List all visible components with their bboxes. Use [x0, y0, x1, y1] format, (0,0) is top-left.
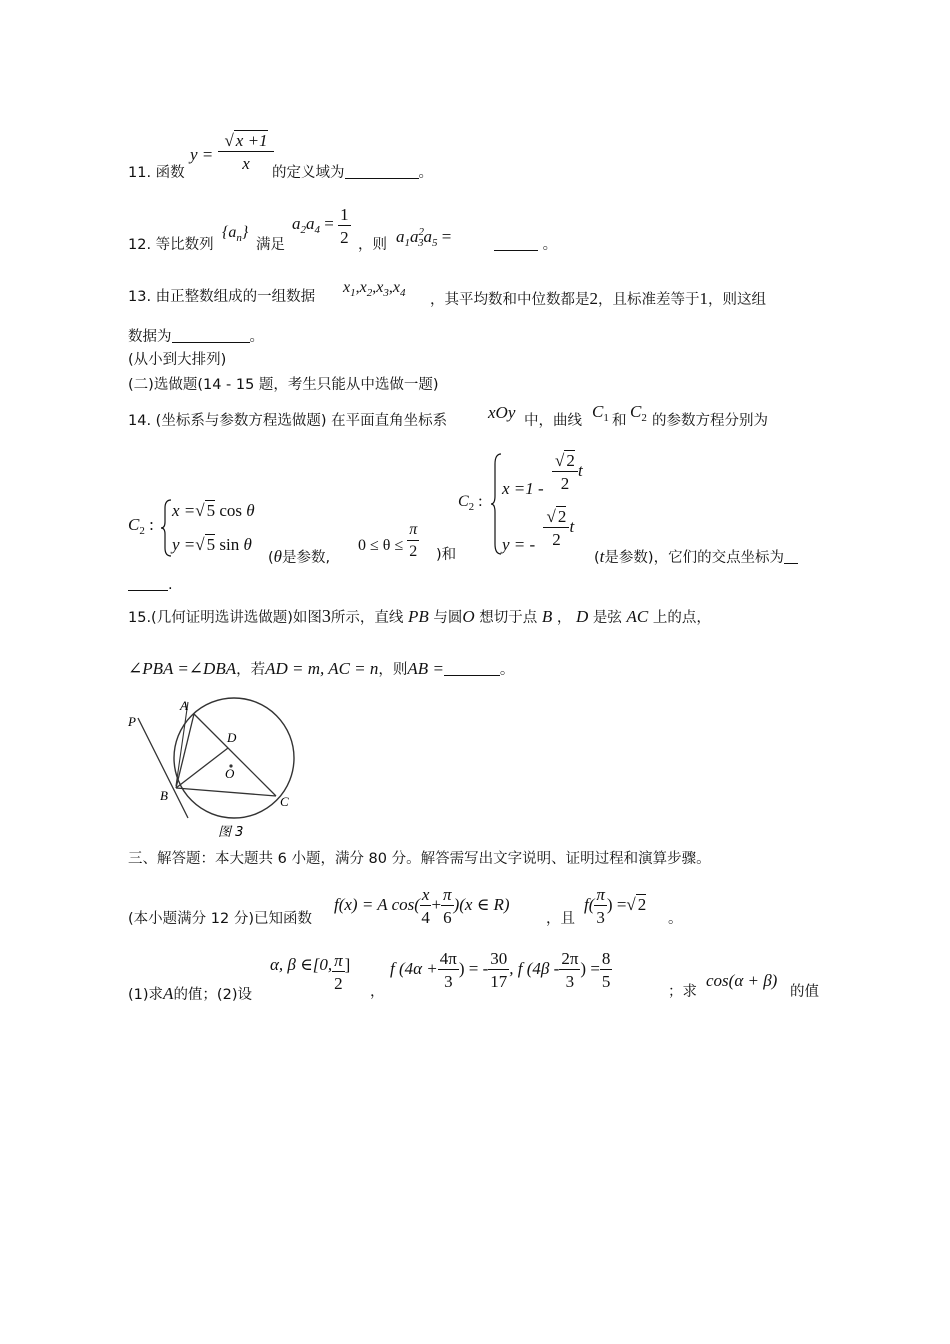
q14-eq4: y = - $\frac{√ 2}{2}$ t: [502, 507, 575, 554]
q16-ask: ；求: [668, 984, 697, 1000]
q11-suffix: 的定义域为 。: [272, 165, 433, 181]
figure-label-a: A: [180, 698, 188, 713]
q11-fraction: [218, 132, 274, 172]
q11-lhs: y =: [190, 145, 214, 164]
q13-mid: ，其平均数和中位数都是2，且标准差等于1，则这组: [430, 289, 766, 308]
figure-chord-ac: [194, 714, 276, 796]
figure-circle: [174, 698, 294, 818]
q14-curve2-name: $C_2$ :: [458, 493, 483, 513]
q14-range: 0 ≤ θ ≤ $\frac{\pi}{2}$: [358, 521, 418, 560]
optional-section-heading: (二)选做题(14 - 15 题，考生只能从中选做一题): [128, 377, 439, 393]
q14-c2: $C_2$: [630, 402, 647, 424]
q16-equations: f (4α + $\frac{4\pi}{3}$ ) = - $\frac{30}{17}$ , f (4β - $\frac{2\pi}{3}$ ) = $\frac{8}{5}$: [390, 949, 611, 991]
q15-line2: ∠PBA =∠DBA，若AD = m, AC = n，则AB = 。: [128, 659, 515, 678]
q14-curve1-name: $C_2$ :: [128, 515, 154, 537]
q14-and: 和: [612, 413, 627, 429]
figure-label-o: O: [225, 766, 235, 781]
q16-range: α, β ∈[0, $\frac{\pi}{2}$ ]: [270, 951, 351, 993]
q14-and2: )和: [436, 547, 457, 563]
q14-xoy: xOy: [488, 403, 516, 422]
q13-label: 13. 由正整数组成的一组数据: [128, 289, 316, 305]
q15-line1: 15.(几何证明选讲选做题)如图3所示，直线 PB 与圆O 想切于点 B ， D 是弦 AC 上的点，: [128, 606, 711, 626]
figure-chord-bc: [176, 788, 276, 796]
q12-cond: 满足: [256, 237, 285, 253]
q13-note: (从小到大排列): [128, 352, 227, 368]
q14-answer-blank-b[interactable]: [128, 578, 168, 591]
q16-and: ，且: [546, 911, 575, 927]
q13-answer-blank[interactable]: [172, 330, 250, 343]
q12-sequence: $\{a_n\}$: [222, 224, 249, 244]
figure-label-b: B: [160, 788, 168, 803]
figure-3: [124, 696, 304, 844]
q16-target: cos(α + β): [706, 971, 778, 990]
q11-answer-blank[interactable]: [345, 166, 419, 179]
q11-numerator: x +1: [235, 131, 268, 150]
q16-ask-end: 的值: [790, 984, 819, 1000]
q13-line2: 数据为 。: [128, 329, 264, 345]
q14-answer-blank-a[interactable]: [784, 551, 798, 564]
q14-label: 14. (坐标系与参数方程选做题) 在平面直角坐标系: [128, 413, 448, 429]
q12-answer: 。: [494, 238, 557, 253]
q14-eq3: x =1 - $\frac{√ 2}{2}$ t: [502, 451, 583, 498]
figure-label-d: D: [227, 730, 237, 745]
q15-answer-blank[interactable]: [444, 663, 500, 676]
q12-then: ，则: [358, 237, 387, 253]
figure-label-p: P: [128, 714, 136, 729]
q16-prefix: (本小题满分 12 分)已知函数: [128, 911, 312, 927]
q12-label: 12. 等比数列: [128, 237, 214, 253]
q12-product: $a_1a^2_3a_5$ =: [396, 226, 452, 249]
q14-eq1: x =√ 5 cos θ: [172, 501, 255, 520]
q16-end: 。: [668, 911, 683, 927]
figure-label-c: C: [280, 794, 289, 809]
q14-param-note: (θ是参数,: [268, 547, 331, 566]
q11-label: 11. 函数: [128, 165, 185, 181]
q13-vars: $x_1,x_2,x_3,x_4$: [343, 279, 406, 299]
q14-tail: 的参数方程分别为: [652, 413, 768, 429]
q12-answer-blank[interactable]: [494, 238, 538, 251]
q16-condition: f( $\frac{\pi}{3}$ ) =√ 2: [584, 885, 647, 927]
q14-answer-line2: .: [128, 578, 173, 593]
section3-heading: 三、解答题：本大题共 6 小题，满分 80 分。解答需写出文字说明、证明过程和演算步骤。: [128, 851, 711, 867]
q14-c1: $C_1$: [592, 402, 609, 424]
q12-expr: $a_2a_4$ = $\frac{1}{2}$: [292, 205, 349, 247]
q11-denominator: x: [242, 154, 250, 173]
q14-mid: 中，曲线: [524, 413, 582, 429]
q14-eq2: y =√ 5 sin θ: [172, 535, 252, 554]
q16-function: f(x) = A cos( $\frac{x}{4}$ + $\frac{\pi}{6}$ )(x ∈ R): [334, 885, 510, 927]
q11-sqrt-sign: √: [224, 131, 234, 150]
figure-caption: 图 3: [218, 825, 244, 840]
q16-part1: (1)求A的值；(2)设: [128, 984, 252, 1003]
q14-t-note: (t是参数)，它们的交点坐标为: [594, 548, 798, 566]
q16-comma: ，: [370, 984, 385, 1000]
